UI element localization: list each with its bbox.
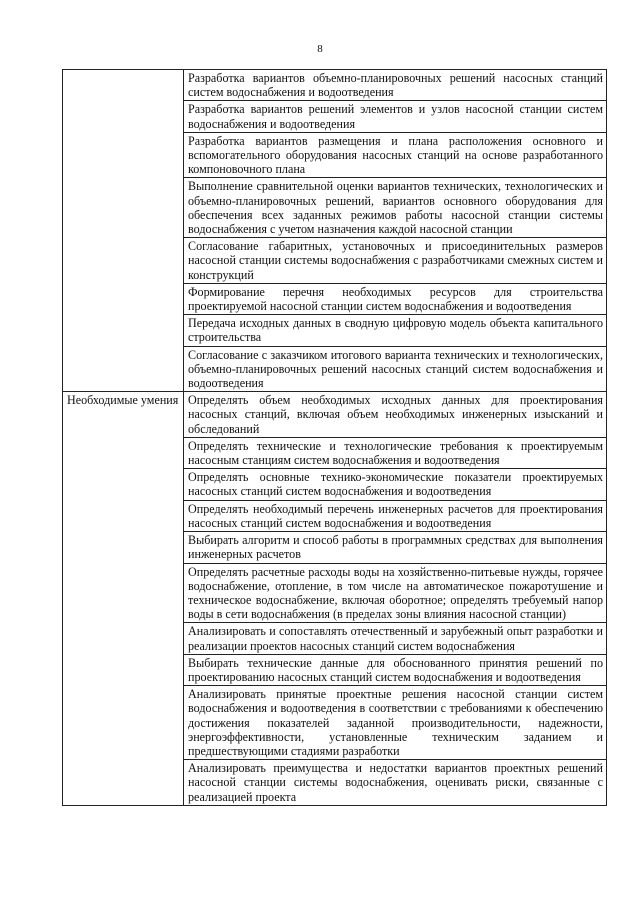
labor-action-item: Формирование перечня необходимых ресурсов для строительства проектируемой насосной станции систем водоснабжения и водоотведения <box>184 283 607 314</box>
labor-action-item: Согласование с заказчиком итогового варианта технических и технологических, объемно-планировочных решений насосных станций систем водоснабжения и водоотведения <box>184 346 607 392</box>
row-label-skills: Необходимые умения <box>63 392 184 805</box>
labor-action-item: Разработка вариантов решений элементов и узлов насосной станции систем водоснабжения и водоотведения <box>184 101 607 132</box>
skill-item: Выбирать технические данные для обоснованного принятия решений по проектированию насосных станций систем водоснабжения и водоотведения <box>184 654 607 685</box>
labor-action-item: Выполнение сравнительной оценки вариантов технических, технологических и объемно-планировочных решений, вариантов основного оборудования для обеспечения всех заданных режимов работы насосной станции системы водоснабжения с учетом назначения каждой насосной станции <box>184 178 607 238</box>
labor-action-item: Разработка вариантов объемно-планировочных решений насосных станций систем водоснабжения и водоотведения <box>184 70 607 101</box>
skill-item: Анализировать принятые проектные решения насосной станции систем водоснабжения и водоотведения в соответствии с требованиями к обеспечению достижения показателей заданной производительности, надежности, энергоэффективности, установленные техническим заданием и предшествующими стадиями разработки <box>184 686 607 760</box>
labor-action-item: Разработка вариантов размещения и плана расположения основного и вспомогательного оборудования насосных станций на основе разработанного компоновочного плана <box>184 132 607 178</box>
labor-action-item: Передача исходных данных в сводную цифровую модель объекта капитального строительства <box>184 315 607 346</box>
skill-item: Определять объем необходимых исходных данных для проектирования насосных станций, включая объем необходимых инженерных изысканий и обследований <box>184 392 607 438</box>
skill-item: Определять технические и технологические требования к проектируемым насосным станциям систем водоснабжения и водоотведения <box>184 437 607 468</box>
skill-item: Определять расчетные расходы воды на хозяйственно-питьевые нужды, горячее водоснабжение, отопление, в том числе на автоматическое пожаротушение и техническое водоснабжение, включая оборотное; определять требуемый напор воды в сети водоснабжения (в пределах зоны влияния насосной станции) <box>184 563 607 623</box>
skill-item: Анализировать преимущества и недостатки вариантов проектных решений насосной станции системы водоснабжения, оценивать риски, связанные с реализацией проекта <box>184 760 607 806</box>
skill-item: Определять основные технико-экономические показатели проектируемых насосных станций систем водоснабжения и водоотведения <box>184 469 607 500</box>
row-label-continued <box>63 70 184 392</box>
page-number: 8 <box>317 43 323 55</box>
table-row <box>63 70 607 101</box>
skill-item: Определять необходимый перечень инженерных расчетов для проектирования насосных станций систем водоснабжения и водоотведения <box>184 500 607 531</box>
skill-item: Выбирать алгоритм и способ работы в программных средствах для выполнения инженерных расчетов <box>184 532 607 563</box>
table-row <box>63 392 607 438</box>
skill-item: Анализировать и сопоставлять отечественный и зарубежный опыт разработки и реализации проектов насосных станций систем водоснабжения <box>184 623 607 654</box>
labor-action-item: Согласование габаритных, установочных и присоединительных размеров насосной станции системы водоснабжения с разработчиками смежных систем и конструкций <box>184 238 607 284</box>
requirements-table <box>62 69 607 806</box>
